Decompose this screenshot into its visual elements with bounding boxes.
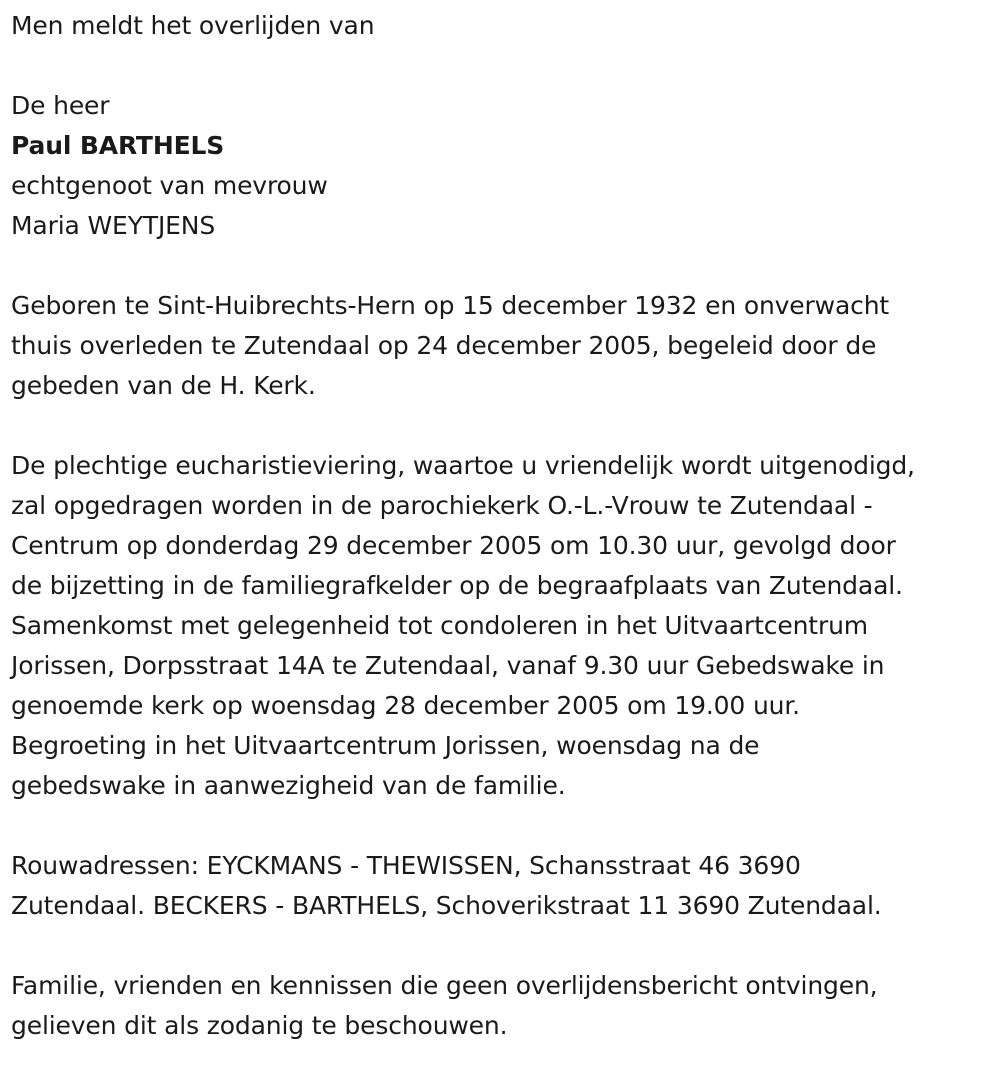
spacer <box>11 806 990 846</box>
spouse-label: echtgenoot van mevrouw <box>11 171 328 200</box>
paragraph-line: de bijzetting in de familiegrafkelder op de begraafplaats van Zutendaal. <box>11 571 903 600</box>
paragraph-line: Familie, vrienden en kennissen die geen overlijdensbericht ontvingen, <box>11 971 878 1000</box>
salutation: De heer <box>11 91 110 120</box>
intro-text: Men meldt het overlijden van <box>11 11 375 40</box>
ceremony-paragraph <box>11 446 990 806</box>
spouse-name: Maria WEYTJENS <box>11 211 216 240</box>
birth-death-paragraph <box>11 286 990 406</box>
paragraph-line: Begroeting in het Uitvaartcentrum Jorissen, woensdag na de <box>11 731 760 760</box>
paragraph-line: zal opgedragen worden in de parochiekerk O.-L.-Vrouw te Zutendaal - <box>11 491 873 520</box>
spacer <box>11 246 990 286</box>
paragraph-line: Zutendaal. BECKERS - BARTHELS, Schoverikstraat 11 3690 Zutendaal. <box>11 891 882 920</box>
paragraph-line: Geboren te Sint-Huibrechts-Hern op 15 december 1932 en onverwacht <box>11 291 890 320</box>
paragraph-line: Jorissen, Dorpsstraat 14A te Zutendaal, vanaf 9.30 uur Gebedswake in <box>11 651 885 680</box>
spacer <box>11 406 990 446</box>
deceased-name: Paul BARTHELS <box>11 131 225 160</box>
closing-paragraph <box>11 966 990 1046</box>
paragraph-line: Samenkomst met gelegenheid tot condoleren in het Uitvaartcentrum <box>11 611 868 640</box>
paragraph-line: Centrum op donderdag 29 december 2005 om 10.30 uur, gevolgd door <box>11 531 896 560</box>
addresses-paragraph <box>11 846 990 926</box>
paragraph-line: gelieven dit als zodanig te beschouwen. <box>11 1011 508 1040</box>
paragraph-line: Rouwadressen: EYCKMANS - THEWISSEN, Schansstraat 46 3690 <box>11 851 801 880</box>
paragraph-line: gebeden van de H. Kerk. <box>11 371 316 400</box>
paragraph-line: gebedswake in aanwezigheid van de familie. <box>11 771 566 800</box>
spacer <box>11 926 990 966</box>
paragraph-line: De plechtige eucharistieviering, waartoe u vriendelijk wordt uitgenodigd, <box>11 451 915 480</box>
spacer <box>11 46 990 86</box>
paragraph-line: genoemde kerk op woensdag 28 december 2005 om 19.00 uur. <box>11 691 800 720</box>
paragraph-line: thuis overleden te Zutendaal op 24 december 2005, begeleid door de <box>11 331 877 360</box>
